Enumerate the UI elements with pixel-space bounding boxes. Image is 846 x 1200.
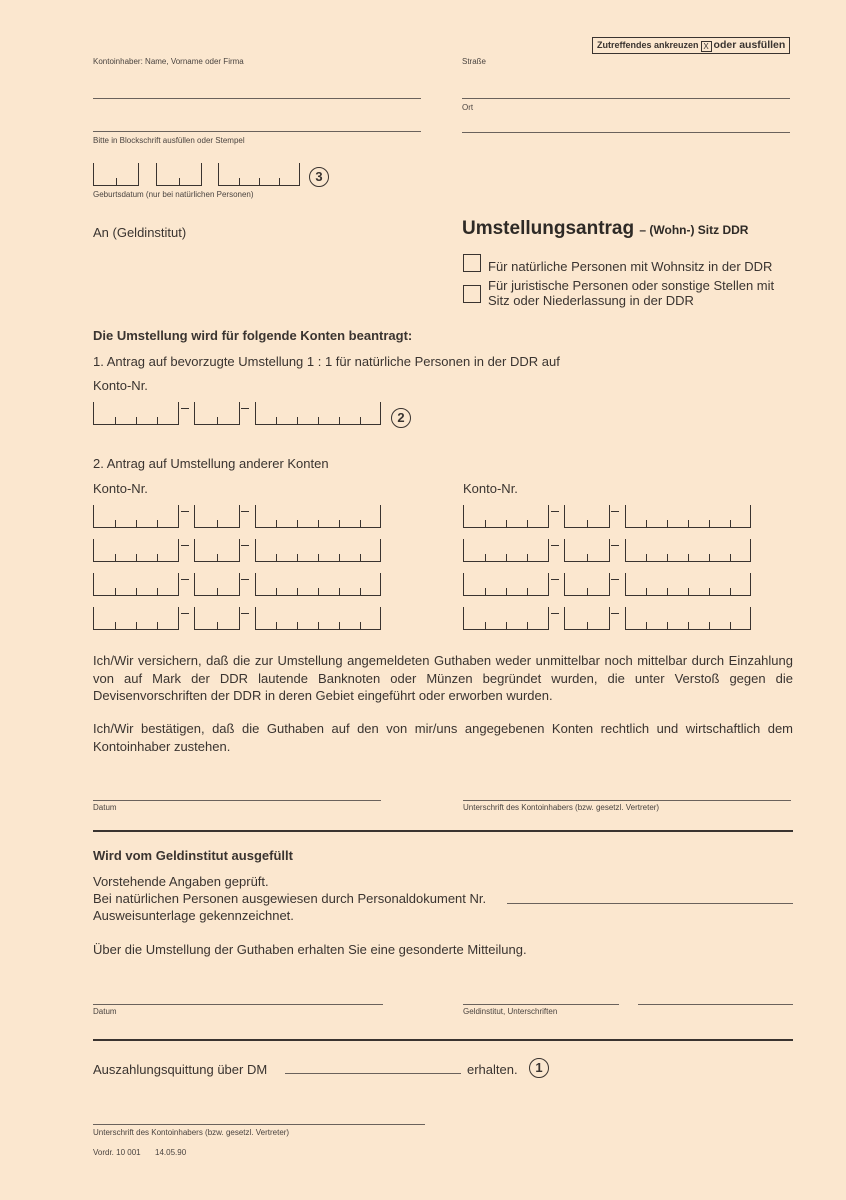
circled-number-1: 1 bbox=[529, 1058, 549, 1078]
item2-text: 2. Antrag auf Umstellung anderer Konten bbox=[93, 456, 329, 471]
account-number-field-right-3[interactable] bbox=[463, 573, 763, 595]
konto-label-right: Konto-Nr. bbox=[463, 481, 518, 496]
document-number-line[interactable] bbox=[507, 903, 793, 904]
bank-line-1: Vorstehende Angaben geprüft. bbox=[93, 874, 269, 889]
bank-signature-line-a[interactable] bbox=[463, 1004, 619, 1005]
account-number-field-left-1[interactable] bbox=[93, 505, 393, 527]
signature-line-2[interactable] bbox=[93, 1124, 425, 1125]
account-number-field-left-2[interactable] bbox=[93, 539, 393, 561]
option-natural-persons-label: Für natürliche Personen mit Wohnsitz in der DDR bbox=[488, 259, 773, 274]
city-label: Ort bbox=[462, 103, 474, 112]
konto-label-1: Konto-Nr. bbox=[93, 378, 148, 393]
marking-hint-suffix: oder ausfüllen bbox=[713, 39, 786, 51]
x-mark-icon: X bbox=[701, 41, 712, 52]
konto-label-left: Konto-Nr. bbox=[93, 481, 148, 496]
to-bank-label: An (Geldinstitut) bbox=[93, 225, 187, 240]
form-number: Vordr. 10 001 bbox=[93, 1148, 141, 1157]
divider-1 bbox=[93, 830, 793, 832]
account-number-field-right-2[interactable] bbox=[463, 539, 763, 561]
account-number-field-right-4[interactable] bbox=[463, 607, 763, 629]
account-number-field-left-3[interactable] bbox=[93, 573, 393, 595]
bank-notice: Über die Umstellung der Guthaben erhalten Sie eine gesonderte Mitteilung. bbox=[93, 942, 527, 957]
form-title-sub: – (Wohn-) Sitz DDR bbox=[639, 223, 749, 237]
birthdate-label: Geburtsdatum (nur bei natürlichen Personen) bbox=[93, 190, 254, 199]
account-number-field-preferred[interactable] bbox=[93, 402, 393, 424]
marking-hint-prefix: Zutreffendes ankreuzen bbox=[597, 40, 699, 50]
bank-signatures-label: Geldinstitut, Unterschriften bbox=[463, 1007, 558, 1016]
bank-section-heading: Wird vom Geldinstitut ausgefüllt bbox=[93, 848, 293, 863]
signature-line-1[interactable] bbox=[463, 800, 791, 801]
date-label-1: Datum bbox=[93, 803, 117, 812]
account-holder-label: Kontoinhaber: Name, Vorname oder Firma bbox=[93, 57, 244, 66]
form-title-main: Umstellungsantrag bbox=[462, 218, 635, 239]
account-number-field-right-1[interactable] bbox=[463, 505, 763, 527]
checkbox-natural-persons[interactable] bbox=[463, 254, 481, 272]
city-line[interactable] bbox=[462, 132, 790, 133]
option-legal-persons-label: Für juristische Personen oder sonstige Stellen mit Sitz oder Niederlassung in der DDR bbox=[488, 278, 775, 308]
footer-signature-label: Unterschrift des Kontoinhabers (bzw. gesetzl. Vertreter) bbox=[93, 1128, 290, 1137]
birthdate-field[interactable] bbox=[93, 163, 303, 185]
receipt-prefix: Auszahlungsquittung über DM bbox=[93, 1062, 268, 1077]
block-letters-line[interactable] bbox=[93, 131, 421, 132]
circled-number-3: 3 bbox=[309, 167, 329, 187]
declaration-paragraph-2: Ich/Wir bestätigen, daß die Guthaben auf den von mir/uns angegebenen Konten rechtlich und wirtschaftlich dem Kontoinhaber zustehen. bbox=[93, 721, 793, 754]
section-heading: Die Umstellung wird für folgende Konten beantragt: bbox=[93, 328, 413, 343]
block-letters-label: Bitte in Blockschrift ausfüllen oder Stempel bbox=[93, 136, 245, 145]
checkbox-legal-persons[interactable] bbox=[463, 285, 481, 303]
bank-signature-line-b[interactable] bbox=[638, 1004, 793, 1005]
account-number-field-left-4[interactable] bbox=[93, 607, 393, 629]
form-title bbox=[462, 218, 748, 240]
receipt-suffix: erhalten. bbox=[467, 1062, 518, 1077]
amount-line[interactable] bbox=[285, 1073, 461, 1074]
marking-hint bbox=[592, 37, 790, 54]
divider-2 bbox=[93, 1039, 793, 1041]
account-holder-line[interactable] bbox=[93, 98, 421, 99]
date-label-2: Datum bbox=[93, 1007, 117, 1016]
form-date: 14.05.90 bbox=[155, 1148, 187, 1157]
bank-line-3: Ausweisunterlage gekennzeichnet. bbox=[93, 908, 294, 923]
date-line-1[interactable] bbox=[93, 800, 381, 801]
circled-number-2: 2 bbox=[391, 408, 411, 428]
signature-label-1: Unterschrift des Kontoinhabers (bzw. gesetzl. Vertreter) bbox=[463, 803, 660, 812]
declaration-paragraph-1: Ich/Wir versichern, daß die zur Umstellung angemeldeten Guthaben weder unmittelbar noch mittelbar durch Einzahlung von auf Mark der DDR lautende Banknoten oder Münzen begründet wurden, die unter Verstoß gegen die Devisenvorschriften der DDR in deren Gebiet eingeführt oder erworben wurden. bbox=[93, 653, 793, 703]
date-line-2[interactable] bbox=[93, 1004, 383, 1005]
street-label: Straße bbox=[462, 57, 487, 66]
bank-line-2: Bei natürlichen Personen ausgewiesen durch Personaldokument Nr. bbox=[93, 891, 487, 906]
street-line[interactable] bbox=[462, 98, 790, 99]
item1-text: 1. Antrag auf bevorzugte Umstellung 1 : 1 für natürliche Personen in der DDR auf bbox=[93, 354, 560, 369]
